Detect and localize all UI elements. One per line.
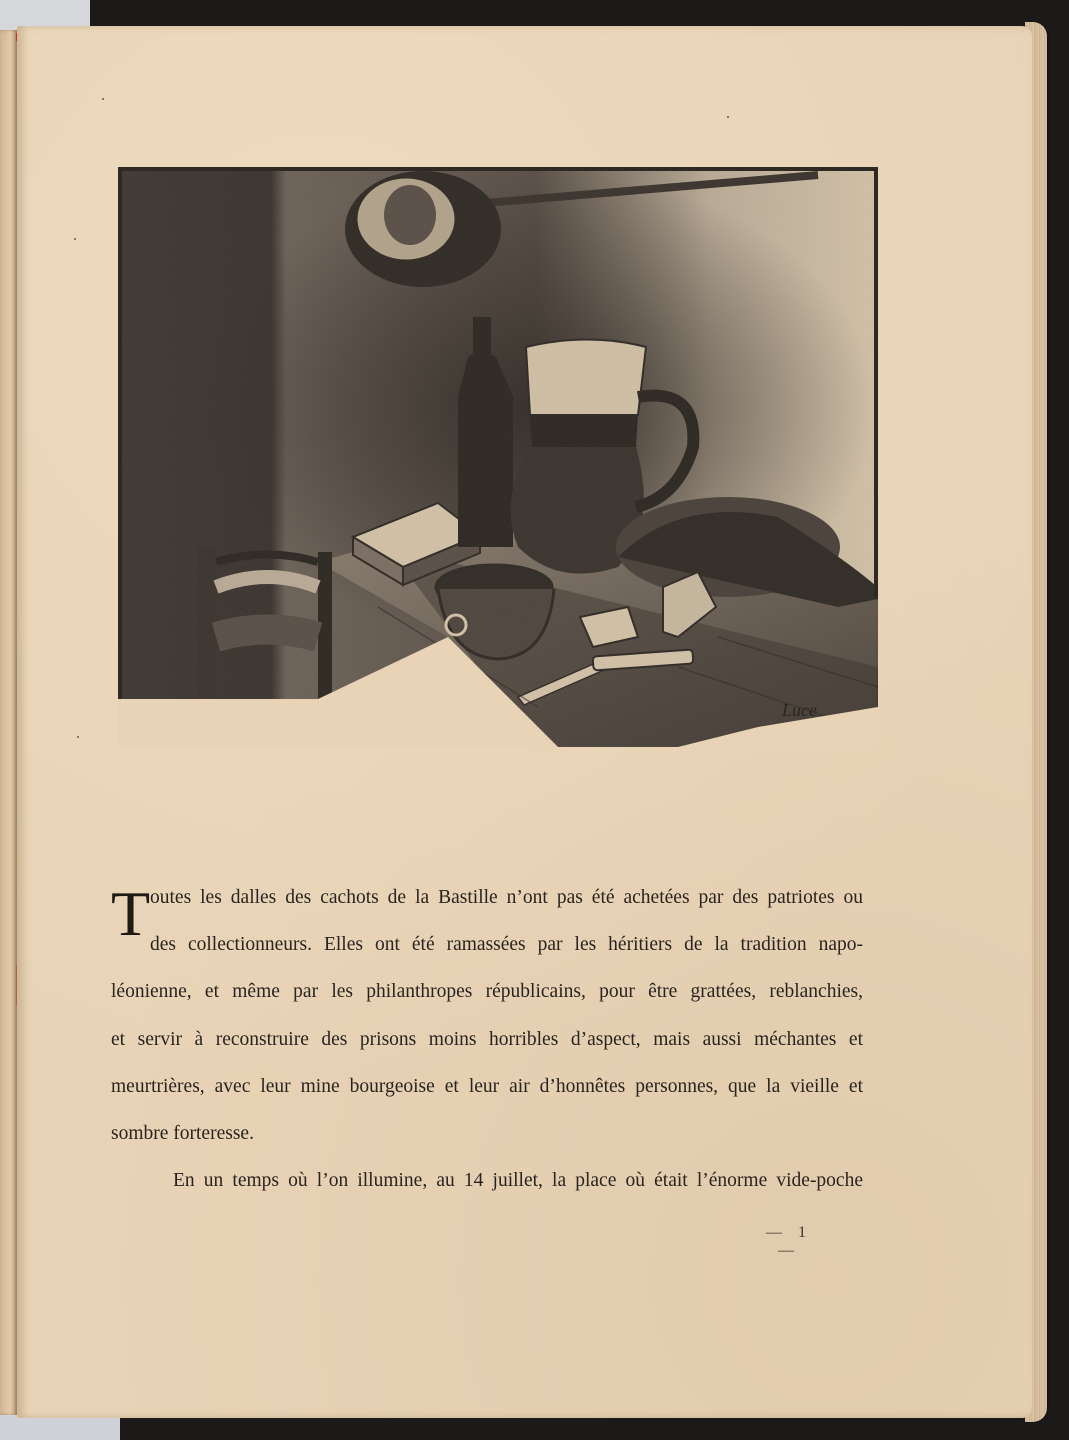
still-life-drawing xyxy=(118,167,878,747)
body-text xyxy=(111,874,863,1204)
text-line: et servir à reconstruire des prisons moins horribles d’aspect, mais aussi méchantes et xyxy=(111,1028,863,1050)
text-line: léonienne, et même par les philanthropes républicains, pour être grattées, reblanchies, xyxy=(111,981,863,1003)
facing-page-edge xyxy=(0,30,17,1415)
drop-cap: T xyxy=(111,878,151,949)
page-number: — 1 — xyxy=(766,1224,812,1259)
text-line: sombre forteresse. xyxy=(111,1123,254,1145)
paragraph-1 xyxy=(111,874,863,1157)
paragraph-2 xyxy=(111,1157,863,1204)
text-line: outes les dalles des cachots de la Bastille n’ont pas été achetées par des patriotes ou xyxy=(150,887,863,908)
text-line: des collectionneurs. Elles ont été ramassées par les héritiers de la tradition napo- xyxy=(150,934,863,956)
paper-speck xyxy=(727,116,729,118)
paper-speck xyxy=(77,736,79,738)
paper-speck xyxy=(74,238,76,240)
artist-signature: Luce xyxy=(782,700,817,720)
text-line: En un temps où l’on illumine, au 14 juillet, la place où était l’énorme vide-poche xyxy=(173,1170,863,1192)
paper-speck xyxy=(102,98,104,100)
lithograph-illustration xyxy=(118,167,878,747)
text-line: meurtrières, avec leur mine bourgeoise et leur air d’honnêtes personnes, que la vieille et xyxy=(111,1075,863,1097)
